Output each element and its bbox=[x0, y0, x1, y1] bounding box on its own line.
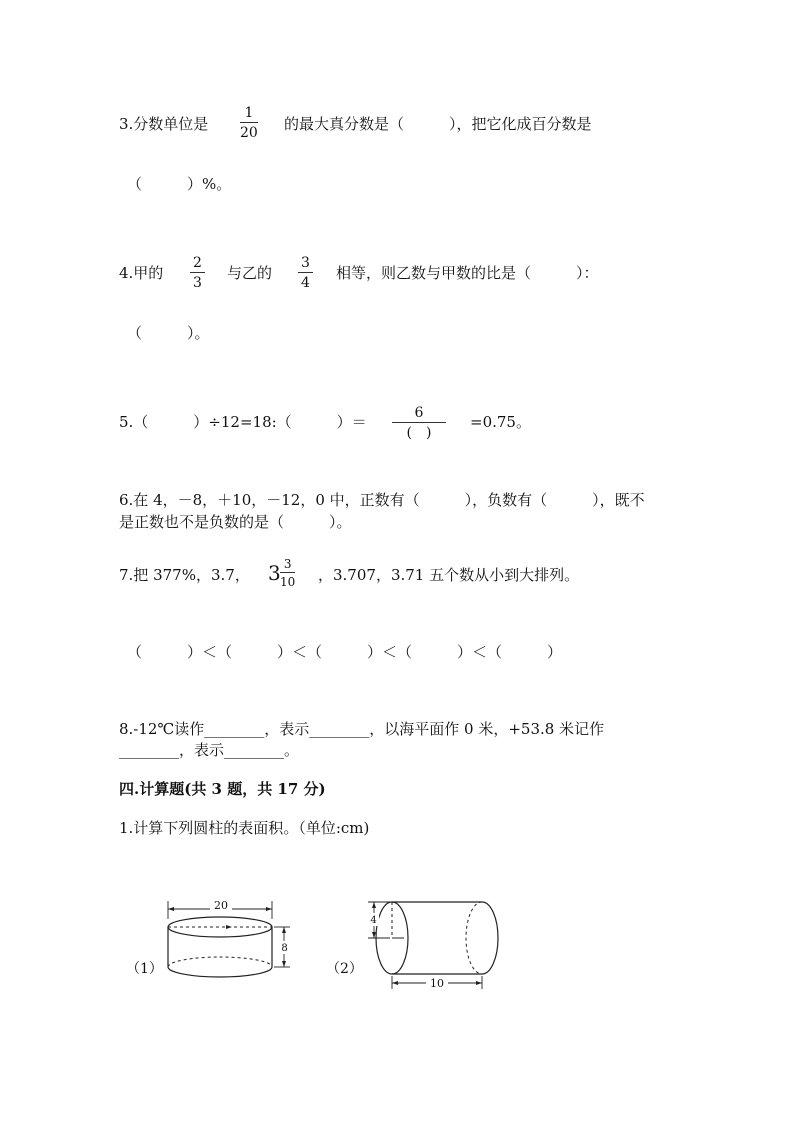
q4-fraction1-denominator: 3 bbox=[193, 275, 202, 291]
q5-suffix: =0.75。 bbox=[470, 413, 531, 431]
q4-middle2: 相等，则乙数与甲数的比是（ ）： bbox=[336, 264, 599, 282]
q7-prefix: 7.把 377%，3.7， bbox=[119, 566, 250, 584]
figure2-label: （2） bbox=[326, 961, 363, 977]
figure2-radius-label: 4 bbox=[370, 915, 377, 926]
figure1-height-label: 8 bbox=[281, 943, 288, 954]
q5-fraction bbox=[392, 406, 446, 440]
q6-line2: 是正数也不是负数的是（ ）。 bbox=[119, 513, 352, 531]
q3-fraction-numerator: 1 bbox=[244, 105, 254, 121]
q7-suffix: ，3.707，3.71 五个数从小到大排列。 bbox=[318, 566, 580, 584]
figure1-bottom-back bbox=[168, 957, 272, 967]
q4-fraction2-denominator: 4 bbox=[301, 275, 310, 291]
figure2-length-arrow-left bbox=[392, 981, 398, 985]
q8-line1: 8.-12℃读作________，表示________，以海平面作 0 米，+53.8 米记作 bbox=[119, 720, 605, 738]
figure1-height-arrow-top bbox=[282, 927, 286, 933]
q5-fraction-numerator: 6 bbox=[414, 405, 424, 421]
figure2-right-front bbox=[482, 902, 498, 974]
figure2-cylinder bbox=[360, 892, 510, 992]
q8-line2: ________，表示________。 bbox=[119, 741, 300, 759]
figure1-height-arrow-bottom bbox=[282, 961, 286, 967]
q3-fraction-denominator: 20 bbox=[240, 125, 258, 141]
section4-q1: 1.计算下列圆柱的表面积。（单位:cm) bbox=[119, 819, 370, 837]
figure2-radius-arrow-top bbox=[372, 902, 376, 908]
q4-middle1: 与乙的 bbox=[227, 264, 273, 282]
q7-mixed-numerator: 3 bbox=[283, 557, 292, 571]
q4-fraction2 bbox=[298, 256, 313, 290]
figure1-cylinder bbox=[160, 893, 300, 988]
q5-prefix: 5.（ ）÷12=18:（ ）＝ bbox=[119, 413, 367, 431]
figure1-bottom-front bbox=[168, 967, 272, 977]
figure2-right-back bbox=[466, 902, 482, 974]
figure1-top-ellipse bbox=[168, 917, 272, 937]
q3-prefix: 3.分数单位是 bbox=[119, 115, 209, 133]
figure2-radius-arrow-bottom bbox=[372, 932, 376, 938]
figure2-length-arrow-right bbox=[476, 981, 482, 985]
q7-line2: （ ）＜（ ）＜（ ）＜（ ）＜（ ） bbox=[127, 643, 563, 661]
q3-fraction bbox=[240, 106, 258, 140]
q7-mixed-fraction bbox=[280, 558, 295, 588]
q4-line2: （ ）。 bbox=[127, 324, 210, 342]
figure1-label: （1） bbox=[126, 961, 163, 977]
q3-middle: 的最大真分数是（ ），把它化成百分数是 bbox=[284, 115, 592, 133]
figure1-top-arrow-right bbox=[266, 907, 272, 911]
q7-mixed-denominator: 10 bbox=[280, 575, 296, 589]
q6-line1: 6.在 4，－8，＋10，－12，0 中，正数有（ ），负数有（ ），既不 bbox=[119, 491, 645, 509]
q4-fraction1 bbox=[190, 256, 205, 290]
q3-line2: （ ）%。 bbox=[127, 175, 232, 193]
figure1-top-arrow-left bbox=[168, 907, 174, 911]
figure2-length-label: 10 bbox=[430, 977, 444, 990]
q5-fraction-denominator: ( ) bbox=[406, 425, 432, 441]
figure1-center-arrow bbox=[226, 925, 232, 929]
q4-prefix: 4.甲的 bbox=[119, 264, 164, 282]
section4-title: 四.计算题(共 3 题，共 17 分) bbox=[119, 780, 326, 798]
figure1-diameter-label: 20 bbox=[214, 899, 228, 912]
q4-fraction2-numerator: 3 bbox=[301, 255, 310, 271]
q7-mixed-whole: 3 bbox=[268, 561, 281, 585]
q4-fraction1-numerator: 2 bbox=[193, 255, 202, 271]
